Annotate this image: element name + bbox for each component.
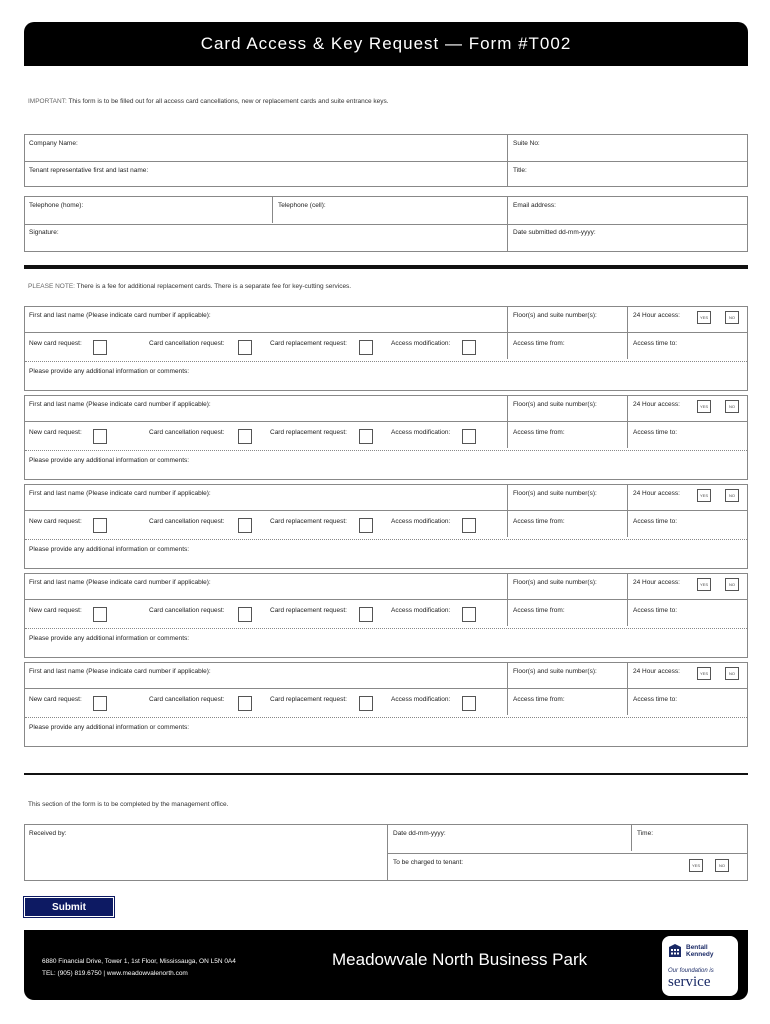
floors-suite-field[interactable]: Floor(s) and suite number(s):	[513, 312, 597, 319]
new-card-checkbox[interactable]	[93, 518, 107, 533]
card-cancellation-checkbox[interactable]	[238, 696, 252, 711]
please-note	[28, 283, 351, 290]
suite-no-field[interactable]: Suite No:	[513, 140, 540, 147]
new-card-checkbox[interactable]	[93, 429, 107, 444]
card-cancellation-label: Card cancellation request:	[149, 607, 225, 614]
new-card-checkbox[interactable]	[93, 696, 107, 711]
access-time-to-field[interactable]: Access time to:	[633, 340, 678, 347]
hour24-no-checkbox[interactable]: NO	[725, 578, 739, 591]
bentall-kennedy-logo	[662, 936, 738, 996]
access-modification-checkbox[interactable]	[462, 429, 476, 444]
card-request-block-2	[24, 395, 748, 480]
important-lead: IMPORTANT:	[28, 98, 67, 105]
card-request-block-1	[24, 306, 748, 391]
hour24-no-checkbox[interactable]: NO	[725, 667, 739, 680]
form-header	[24, 22, 748, 66]
hour24-yes-checkbox[interactable]: YES	[697, 400, 711, 413]
important-note	[28, 98, 389, 105]
telephone-cell-field[interactable]: Telephone (cell):	[278, 202, 326, 209]
please-note-lead: PLEASE NOTE:	[28, 283, 75, 290]
comments-field[interactable]: Please provide any additional information or comments:	[29, 546, 190, 553]
card-cancellation-label: Card cancellation request:	[149, 696, 225, 703]
company-name-field[interactable]: Company Name:	[29, 140, 78, 147]
new-card-label: New card request:	[29, 607, 82, 614]
new-card-label: New card request:	[29, 518, 82, 525]
floors-suite-field[interactable]: Floor(s) and suite number(s):	[513, 579, 597, 586]
access-modification-label: Access modification:	[391, 607, 451, 614]
office-date-field[interactable]: Date dd-mm-yyyy:	[393, 830, 446, 837]
card-request-block-4	[24, 573, 748, 658]
access-time-to-field[interactable]: Access time to:	[633, 696, 678, 703]
hour24-no-checkbox[interactable]: NO	[725, 311, 739, 324]
access-modification-label: Access modification:	[391, 696, 451, 703]
card-holder-name-field[interactable]: First and last name (Please indicate card number if applicable):	[29, 579, 211, 586]
building-icon	[668, 944, 682, 958]
access-modification-checkbox[interactable]	[462, 696, 476, 711]
card-holder-name-field[interactable]: First and last name (Please indicate card number if applicable):	[29, 490, 211, 497]
charged-no-checkbox[interactable]: NO	[715, 859, 729, 872]
hour24-access-label: 24 Hour access:	[633, 312, 680, 319]
card-cancellation-label: Card cancellation request:	[149, 340, 225, 347]
email-field[interactable]: Email address:	[513, 202, 556, 209]
rep-name-field[interactable]: Tenant representative first and last name:	[29, 167, 149, 174]
new-card-checkbox[interactable]	[93, 607, 107, 622]
card-request-block-5	[24, 662, 748, 747]
access-time-to-field[interactable]: Access time to:	[633, 518, 678, 525]
hour24-no-checkbox[interactable]: NO	[725, 489, 739, 502]
logo-tagline: Our foundation is	[668, 968, 714, 974]
access-time-from-field[interactable]: Access time from:	[513, 429, 565, 436]
footer-address: 6880 Financial Drive, Tower 1, 1st Floor, Mississauga, ON L5N 0A4	[42, 958, 236, 965]
new-card-checkbox[interactable]	[93, 340, 107, 355]
hour24-access-label: 24 Hour access:	[633, 490, 680, 497]
card-replacement-label: Card replacement request:	[270, 518, 347, 525]
access-modification-checkbox[interactable]	[462, 607, 476, 622]
access-modification-label: Access modification:	[391, 518, 451, 525]
card-replacement-checkbox[interactable]	[359, 429, 373, 444]
comments-field[interactable]: Please provide any additional information or comments:	[29, 724, 190, 731]
card-cancellation-checkbox[interactable]	[238, 429, 252, 444]
important-text: This form is to be filled out for all access card cancellations, new or replacement cards and suite entrance keys.	[66, 98, 389, 105]
signature-field[interactable]: Signature:	[29, 229, 59, 236]
hour24-access-label: 24 Hour access:	[633, 401, 680, 408]
section-divider	[24, 265, 748, 269]
hour24-yes-checkbox[interactable]: YES	[697, 311, 711, 324]
new-card-label: New card request:	[29, 696, 82, 703]
access-time-from-field[interactable]: Access time from:	[513, 607, 565, 614]
card-replacement-label: Card replacement request:	[270, 696, 347, 703]
card-cancellation-label: Card cancellation request:	[149, 518, 225, 525]
access-modification-label: Access modification:	[391, 429, 451, 436]
comments-field[interactable]: Please provide any additional information or comments:	[29, 368, 190, 375]
title-field[interactable]: Title:	[513, 167, 527, 174]
card-replacement-checkbox[interactable]	[359, 518, 373, 533]
footer-contact: TEL: (905) 819.6750 | www.meadowvalenorth.com	[42, 970, 188, 977]
logo-name: Bentall Kennedy	[686, 944, 714, 958]
submit-button[interactable]: Submit	[24, 897, 114, 917]
new-card-label: New card request:	[29, 429, 82, 436]
office-time-field[interactable]: Time:	[637, 830, 654, 837]
card-replacement-checkbox[interactable]	[359, 340, 373, 355]
tenant-info-bottom	[24, 196, 748, 252]
office-section	[24, 824, 748, 881]
card-replacement-checkbox[interactable]	[359, 696, 373, 711]
card-cancellation-checkbox[interactable]	[238, 518, 252, 533]
logo-service: service	[668, 974, 711, 990]
access-modification-checkbox[interactable]	[462, 518, 476, 533]
comments-field[interactable]: Please provide any additional information or comments:	[29, 457, 190, 464]
charged-to-tenant-label: To be charged to tenant:	[393, 859, 464, 866]
section-divider-2	[24, 773, 748, 775]
card-replacement-label: Card replacement request:	[270, 340, 347, 347]
card-holder-name-field[interactable]: First and last name (Please indicate card number if applicable):	[29, 668, 211, 675]
tenant-info-top	[24, 134, 748, 187]
access-time-from-field[interactable]: Access time from:	[513, 518, 565, 525]
received-by-field[interactable]: Received by:	[29, 830, 67, 837]
telephone-home-field[interactable]: Telephone (home):	[29, 202, 84, 209]
floors-suite-field[interactable]: Floor(s) and suite number(s):	[513, 668, 597, 675]
card-cancellation-label: Card cancellation request:	[149, 429, 225, 436]
card-holder-name-field[interactable]: First and last name (Please indicate card number if applicable):	[29, 312, 211, 319]
card-request-block-3	[24, 484, 748, 569]
hour24-yes-checkbox[interactable]: YES	[697, 578, 711, 591]
card-cancellation-checkbox[interactable]	[238, 340, 252, 355]
access-time-from-field[interactable]: Access time from:	[513, 696, 565, 703]
office-note: This section of the form is to be completed by the management office.	[28, 801, 229, 808]
access-time-to-field[interactable]: Access time to:	[633, 607, 678, 614]
access-modification-checkbox[interactable]	[462, 340, 476, 355]
card-holder-name-field[interactable]: First and last name (Please indicate card number if applicable):	[29, 401, 211, 408]
new-card-label: New card request:	[29, 340, 82, 347]
access-time-to-field[interactable]: Access time to:	[633, 429, 678, 436]
card-cancellation-checkbox[interactable]	[238, 607, 252, 622]
floors-suite-field[interactable]: Floor(s) and suite number(s):	[513, 401, 597, 408]
hour24-yes-checkbox[interactable]: YES	[697, 667, 711, 680]
charged-yes-checkbox[interactable]: YES	[689, 859, 703, 872]
card-replacement-checkbox[interactable]	[359, 607, 373, 622]
access-modification-label: Access modification:	[391, 340, 451, 347]
hour24-access-label: 24 Hour access:	[633, 579, 680, 586]
footer-address-block	[42, 956, 236, 980]
please-note-text: There is a fee for additional replacement cards. There is a separate fee for key-cutting services.	[74, 283, 352, 290]
card-replacement-label: Card replacement request:	[270, 429, 347, 436]
hour24-no-checkbox[interactable]: NO	[725, 400, 739, 413]
hour24-access-label: 24 Hour access:	[633, 668, 680, 675]
card-replacement-label: Card replacement request:	[270, 607, 347, 614]
access-time-from-field[interactable]: Access time from:	[513, 340, 565, 347]
form-title: Card Access & Key Request — Form #T002	[200, 34, 572, 53]
hour24-yes-checkbox[interactable]: YES	[697, 489, 711, 502]
footer	[24, 930, 748, 1000]
comments-field[interactable]: Please provide any additional information or comments:	[29, 635, 190, 642]
park-name: Meadowvale North Business Park	[332, 950, 588, 969]
floors-suite-field[interactable]: Floor(s) and suite number(s):	[513, 490, 597, 497]
date-submitted-field[interactable]: Date submitted dd-mm-yyyy:	[513, 229, 596, 236]
